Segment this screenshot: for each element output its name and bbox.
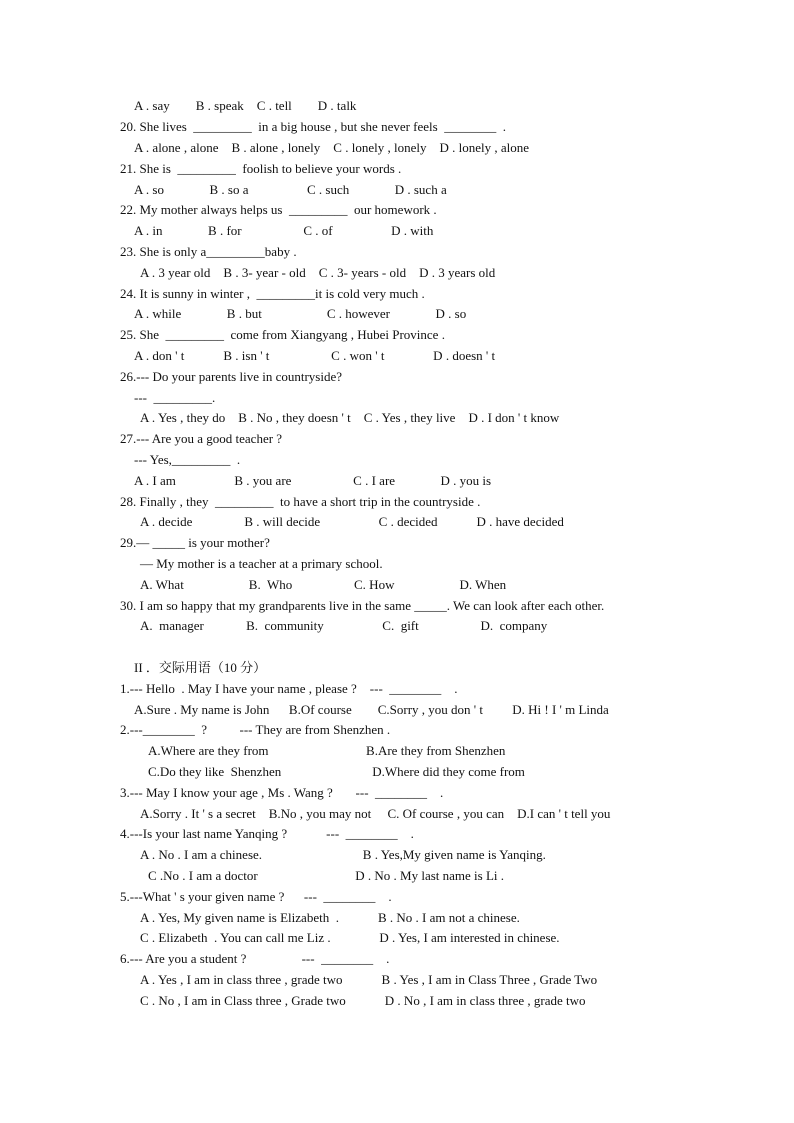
text-line: — My mother is a teacher at a primary school. bbox=[140, 556, 383, 571]
text-line: 24. It is sunny in winter , _________it is cold very much . bbox=[120, 286, 425, 301]
text-line: 22. My mother always helps us _________ our homework . bbox=[120, 202, 437, 217]
text-line: A . say B . speak C . tell D . talk bbox=[134, 98, 357, 113]
text-line: A. What B. Who C. How D. When bbox=[140, 577, 507, 592]
text-line: 26.--- Do your parents live in countryside? bbox=[120, 369, 343, 384]
text-line: 4.---Is your last name Yanqing ? --- ________ . bbox=[120, 826, 414, 841]
text-line: A . I am B . you are C . I are D . you is bbox=[134, 473, 492, 488]
text-line: 1.--- Hello . May I have your name , please ? --- ________ . bbox=[120, 681, 458, 696]
text-line: 27.--- Are you a good teacher ? bbox=[120, 431, 283, 446]
text-line: A . Yes , they do B . No , they doesn ' t C . Yes , they live D . I don ' t know bbox=[140, 410, 560, 425]
text-line: A.Where are they from B.Are they from Shenzhen bbox=[148, 743, 506, 758]
text-line: 6.--- Are you a student ? --- ________ . bbox=[120, 951, 390, 966]
text-line: A.Sure . My name is John B.Of course C.Sorry , you don ' t D. Hi ! I ' m Linda bbox=[134, 702, 609, 717]
text-line: A . Yes , I am in class three , grade two B . Yes , I am in Class Three , Grade Two bbox=[140, 972, 598, 987]
text-line: C .No . I am a doctor D . No . My last name is Li . bbox=[148, 868, 505, 883]
text-line: 23. She is only a_________baby . bbox=[120, 244, 297, 259]
text-line: A. manager B. community C. gift D. company bbox=[140, 618, 548, 633]
text-line: II ．交际用语（10 分） bbox=[134, 660, 267, 675]
text-line: 28. Finally , they _________ to have a short trip in the countryside . bbox=[120, 494, 481, 509]
text-line: A.Sorry . It ' s a secret B.No , you may not C. Of course , you can D.I can ' t tell you bbox=[140, 806, 611, 821]
text-line: 30. I am so happy that my grandparents live in the same _____. We can look after each other. bbox=[120, 598, 605, 613]
text-line: --- Yes,_________ . bbox=[134, 452, 241, 467]
text-line: C.Do they like Shenzhen D.Where did they come from bbox=[148, 764, 525, 779]
text-line: C . Elizabeth . You can call me Liz . D . Yes, I am interested in chinese. bbox=[140, 930, 560, 945]
text-line: 25. She _________ come from Xiangyang , Hubei Province . bbox=[120, 327, 445, 342]
text-line: 21. She is _________ foolish to believe your words . bbox=[120, 161, 402, 176]
text-line: 2.---________ ? --- They are from Shenzhen . bbox=[120, 722, 391, 737]
text-line: A . alone , alone B . alone , lonely C . lonely , lonely D . lonely , alone bbox=[134, 140, 529, 155]
text-line: 29.— _____ is your mother? bbox=[120, 535, 270, 550]
text-line: A . don ' t B . isn ' t C . won ' t D . doesn ' t bbox=[134, 348, 496, 363]
text-line: A . Yes, My given name is Elizabeth . B . No . I am not a chinese. bbox=[140, 910, 520, 925]
text-line: A . while B . but C . however D . so bbox=[134, 306, 467, 321]
text-line: A . No . I am a chinese. B . Yes,My given name is Yanqing. bbox=[140, 847, 546, 862]
text-line: A . 3 year old B . 3- year - old C . 3- years - old D . 3 years old bbox=[140, 265, 496, 280]
text-line: 3.--- May I know your age , Ms . Wang ? --- ________ . bbox=[120, 785, 444, 800]
text-line: A . in B . for C . of D . with bbox=[134, 223, 434, 238]
text-line: 20. She lives _________ in a big house , but she never feels ________ . bbox=[120, 119, 506, 134]
text-line: --- _________. bbox=[134, 390, 216, 405]
text-line: C . No , I am in Class three , Grade two D . No , I am in class three , grade two bbox=[140, 993, 586, 1008]
text-line: 5.---What ' s your given name ? --- ________ . bbox=[120, 889, 392, 904]
text-line: A . so B . so a C . such D . such a bbox=[134, 182, 447, 197]
text-line: A . decide B . will decide C . decided D . have decided bbox=[140, 514, 564, 529]
